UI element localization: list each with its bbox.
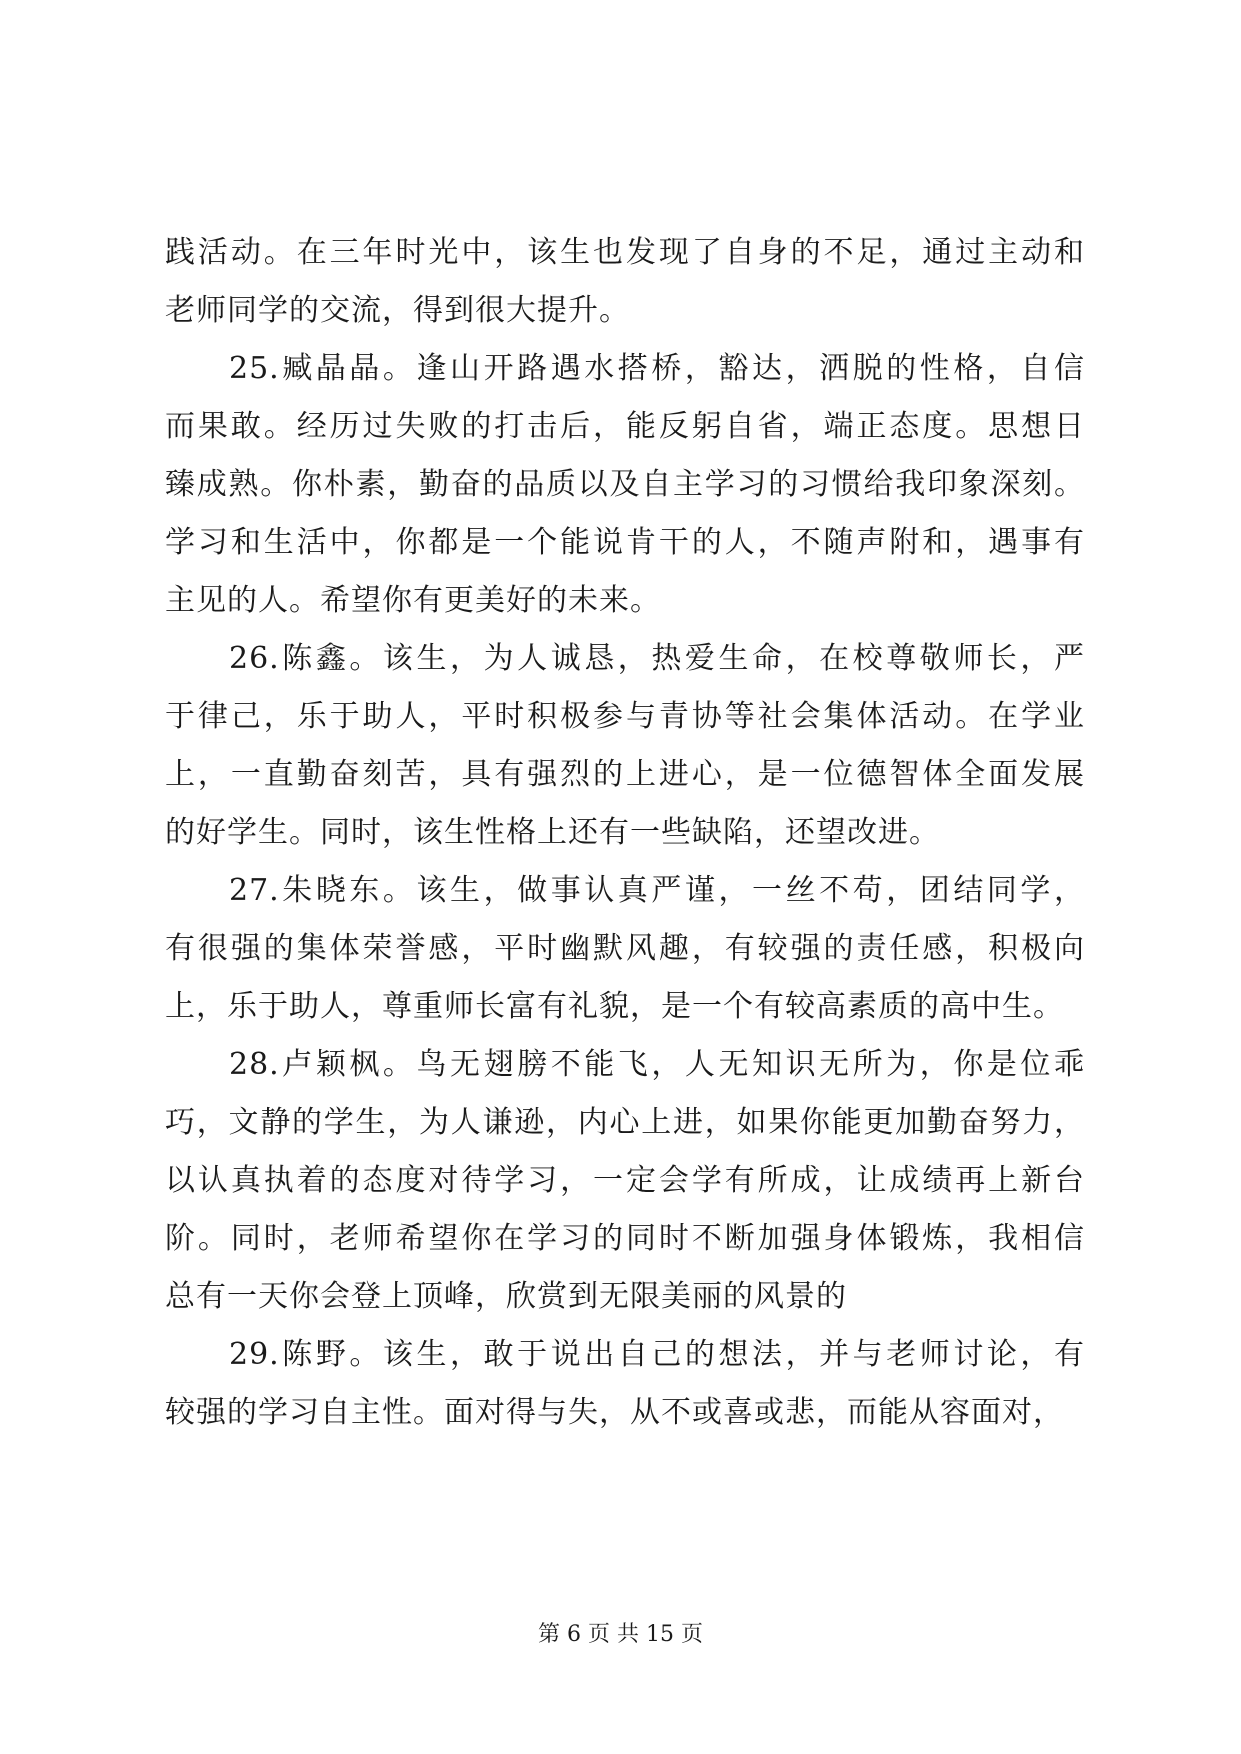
text-line: 有很强的集体荣誉感，平时幽默风趣，有较强的责任感，积极向 [165,931,1085,966]
text-line: 于律己，乐于助人，平时积极参与青协等社会集体活动。在学业 [165,699,1085,734]
text-line: 老师同学的交流，得到很大提升。 [165,293,630,328]
paragraph [165,862,1085,1036]
paragraph [165,1326,1085,1442]
paragraph [165,224,1085,340]
text-line: 以认真执着的态度对待学习，一定会学有所成，让成绩再上新台 [165,1163,1085,1198]
text-line: 27.朱晓东。该生，做事认真严谨，一丝不苟，团结同学， [229,873,1085,908]
page-number-footer: 第 6 页 共 15 页 [538,1622,703,1647]
paragraph [165,1036,1085,1326]
text-line: 践活动。在三年时光中，该生也发现了自身的不足，通过主动和 [165,235,1085,270]
paragraph [165,340,1085,630]
document-body [165,224,1085,1442]
text-line: 臻成熟。你朴素，勤奋的品质以及自主学习的习惯给我印象深刻。 [165,467,1085,502]
text-line: 的好学生。同时，该生性格上还有一些缺陷，还望改进。 [165,815,940,850]
text-line: 25.臧晶晶。逢山开路遇水搭桥，豁达，洒脱的性格，自信 [229,351,1085,386]
text-line: 上，乐于助人，尊重师长富有礼貌，是一个有较高素质的高中生。 [165,989,1064,1024]
text-line: 阶。同时，老师希望你在学习的同时不断加强身体锻炼，我相信 [165,1221,1085,1256]
text-line: 上，一直勤奋刻苦，具有强烈的上进心，是一位德智体全面发展 [165,757,1085,792]
text-line: 较强的学习自主性。面对得与失，从不或喜或悲，而能从容面对， [165,1395,1064,1430]
text-line: 巧，文静的学生，为人谦逊，内心上进，如果你能更加勤奋努力， [165,1105,1085,1140]
text-line: 学习和生活中，你都是一个能说肯干的人，不随声附和，遇事有 [165,525,1085,560]
text-line: 26.陈鑫。该生，为人诚恳，热爱生命，在校尊敬师长，严 [229,641,1085,676]
text-line: 29.陈野。该生，敢于说出自己的想法，并与老师讨论，有 [229,1337,1085,1372]
text-line: 主见的人。希望你有更美好的未来。 [165,583,661,618]
paragraph [165,630,1085,862]
text-line: 总有一天你会登上顶峰，欣赏到无限美丽的风景的 [165,1279,847,1314]
text-line: 28.卢颖枫。鸟无翅膀不能飞，人无知识无所为，你是位乖 [229,1047,1085,1082]
text-line: 而果敢。经历过失败的打击后，能反躬自省，端正态度。思想日 [165,409,1085,444]
